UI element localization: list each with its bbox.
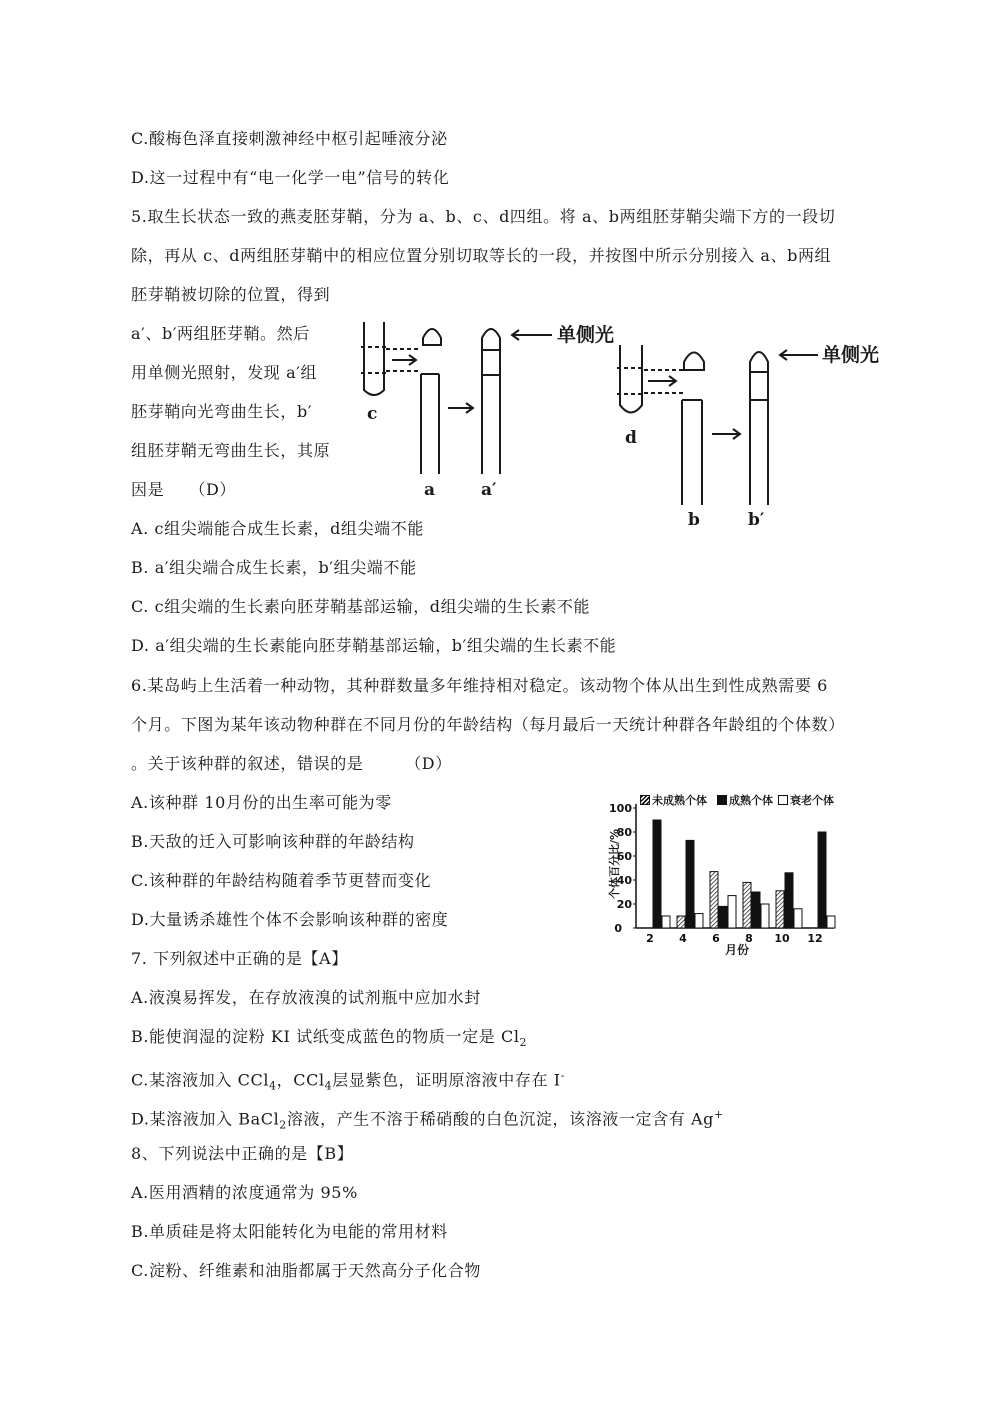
light-label-right: 单侧光 [822, 344, 880, 366]
tip-b [684, 353, 704, 371]
option-b-q5: B. a′组尖端合成生长素，b′组尖端不能 [131, 558, 417, 577]
option-d-q5: D. a′组尖端的生长素能向胚芽鞘基部运输，b′组尖端的生长素不能 [131, 636, 617, 655]
question-5-line-6: 胚芽鞘向光弯曲生长，b′ [131, 402, 313, 421]
x-tick-label: 12 [807, 932, 823, 945]
option-c-q6: C.该种群的年龄结构随着季节更替而变化 [131, 871, 432, 890]
arrow-a-to-a-prime [448, 403, 473, 413]
bar-immature [776, 891, 784, 928]
question-5-line-3: 胚芽鞘被切除的位置，得到 [131, 285, 331, 304]
option-b-q6: B.天敌的迁入可影响该种群的年龄结构 [131, 832, 415, 851]
label-a: a [424, 480, 436, 500]
label-a-prime: a′ [481, 480, 497, 500]
option-b-q8: B.单质硅是将太阳能转化为电能的常用材料 [131, 1222, 448, 1241]
option-d-q7: D.某溶液加入 BaCl$_2$溶液，产生不溶于稀硝酸的白色沉淀，该溶液一定含有 Ag+ [131, 1108, 724, 1132]
bar-chart-plot [600, 800, 840, 960]
y-tick-label: 60 [616, 850, 632, 863]
question-6-line-3: 。关于该种群的叙述，错误的是 （D） [131, 754, 452, 773]
x-tick-label: 2 [646, 932, 654, 945]
question-5-line-1: 5.取生长状态一致的燕麦胚芽鞘，分为 a、b、c、d四组。将 a、b两组胚芽鞘尖端下方的一段切 [131, 207, 836, 226]
question-7-stem: 7. 下列叙述中正确的是【A】 [131, 949, 348, 968]
label-b-prime: b′ [748, 510, 765, 530]
bar-mature [686, 840, 694, 928]
option-a-q6: A.该种群 10月份的出生率可能为零 [131, 793, 392, 812]
bar-mature [785, 873, 793, 928]
y-axis-label: 个体百分比/% [608, 828, 622, 900]
coleoptile-a [421, 374, 439, 474]
option-c-q5: C. c组尖端的生长素向胚芽鞘基部运输，d组尖端的生长素不能 [131, 597, 591, 616]
coleoptile-b [682, 400, 702, 505]
bar-aging [761, 904, 769, 928]
bar-mature [752, 892, 760, 928]
bar-immature [710, 872, 718, 928]
question-5-line-4: a′、b′两组胚芽鞘。然后 [131, 324, 310, 343]
bar-mature [719, 906, 727, 928]
y-tick-label: 100 [609, 802, 632, 815]
x-axis-label: 月份 [725, 943, 750, 957]
bar-aging [662, 916, 670, 928]
option-c-q4: C.酸梅色泽直接刺激神经中枢引起唾液分泌 [131, 129, 448, 148]
legend-mature: 成熟个体 [717, 795, 773, 807]
y-tick-label: 80 [616, 826, 632, 839]
arrow-c-to-a [392, 355, 416, 365]
x-tick-label: 6 [712, 932, 720, 945]
question-8-stem: 8、下列说法中正确的是【B】 [131, 1144, 354, 1163]
y-tick-label: 0 [614, 922, 622, 935]
option-d-q6: D.大量诱杀雄性个体不会影响该种群的密度 [131, 910, 449, 929]
bar-aging [728, 896, 736, 928]
label-b: b [688, 510, 700, 530]
label-d: d [625, 428, 637, 448]
option-c-q8: C.淀粉、纤维素和油脂都属于天然高分子化合物 [131, 1261, 481, 1280]
light-label-left: 单侧光 [557, 324, 615, 346]
bar-immature [743, 882, 751, 928]
question-5-line-8: 因是 （D） [131, 480, 237, 499]
x-tick-label: 4 [679, 932, 687, 945]
bar-aging [827, 916, 835, 928]
option-a-q7: A.液溴易挥发，在存放液溴的试剂瓶中应加水封 [131, 988, 481, 1007]
legend-immature: 未成熟个体 [640, 795, 707, 807]
option-b-q7: B.能使润湿的淀粉 KI 试纸变成蓝色的物质一定是 $Cl_2$ [131, 1027, 528, 1050]
label-c: c [367, 404, 378, 424]
option-a-q5: A. c组尖端能合成生长素，d组尖端不能 [131, 519, 424, 538]
light-arrow-right [780, 350, 818, 360]
legend-aging: 衰老个体 [778, 795, 834, 807]
bar-aging [695, 914, 703, 928]
option-a-q8: A.医用酒精的浓度通常为 95% [131, 1183, 358, 1202]
x-tick-label: 10 [774, 932, 790, 945]
light-arrow-left [512, 330, 552, 340]
coleoptile-b-prime [750, 352, 768, 505]
question-5-line-5: 用单侧光照射，发现 a′组 [131, 363, 318, 382]
bar-immature [677, 916, 685, 928]
bar-mature [818, 832, 826, 928]
question-6-line-1: 6.某岛屿上生活着一种动物，其种群数量多年维持相对稳定。该动物个体从出生到性成熟需要 6 [131, 676, 828, 695]
arrow-b-to-b-prime [712, 429, 740, 439]
bar-mature [653, 820, 661, 928]
bar-aging [794, 909, 802, 928]
arrow-d-to-b [648, 376, 676, 386]
option-c-q7: C.某溶液加入 CCl$_4$，CCl$_4$层显紫色，证明原溶液中存在 I- [131, 1069, 566, 1093]
x-tick-label: 8 [745, 932, 753, 945]
coleoptile-d [620, 345, 642, 413]
question-6-line-2: 个月。下图为某年该动物种群在不同月份的年龄结构（每月最后一天统计种群各年龄组的个体数） [131, 715, 845, 734]
question-5-line-2: 除，再从 c、d两组胚芽鞘中的相应位置分别切取等长的一段，并按图中所示分别接入 a、b两组 [131, 246, 832, 265]
question-5-line-7: 组胚芽鞘无弯曲生长，其原 [131, 441, 331, 460]
tip-a [423, 329, 441, 345]
option-d-q4: D.这一过程中有“电一化学一电”信号的转化 [131, 168, 450, 187]
coleoptile-c [364, 322, 384, 395]
y-tick-label: 20 [616, 898, 632, 911]
y-tick-label: 40 [616, 874, 632, 887]
